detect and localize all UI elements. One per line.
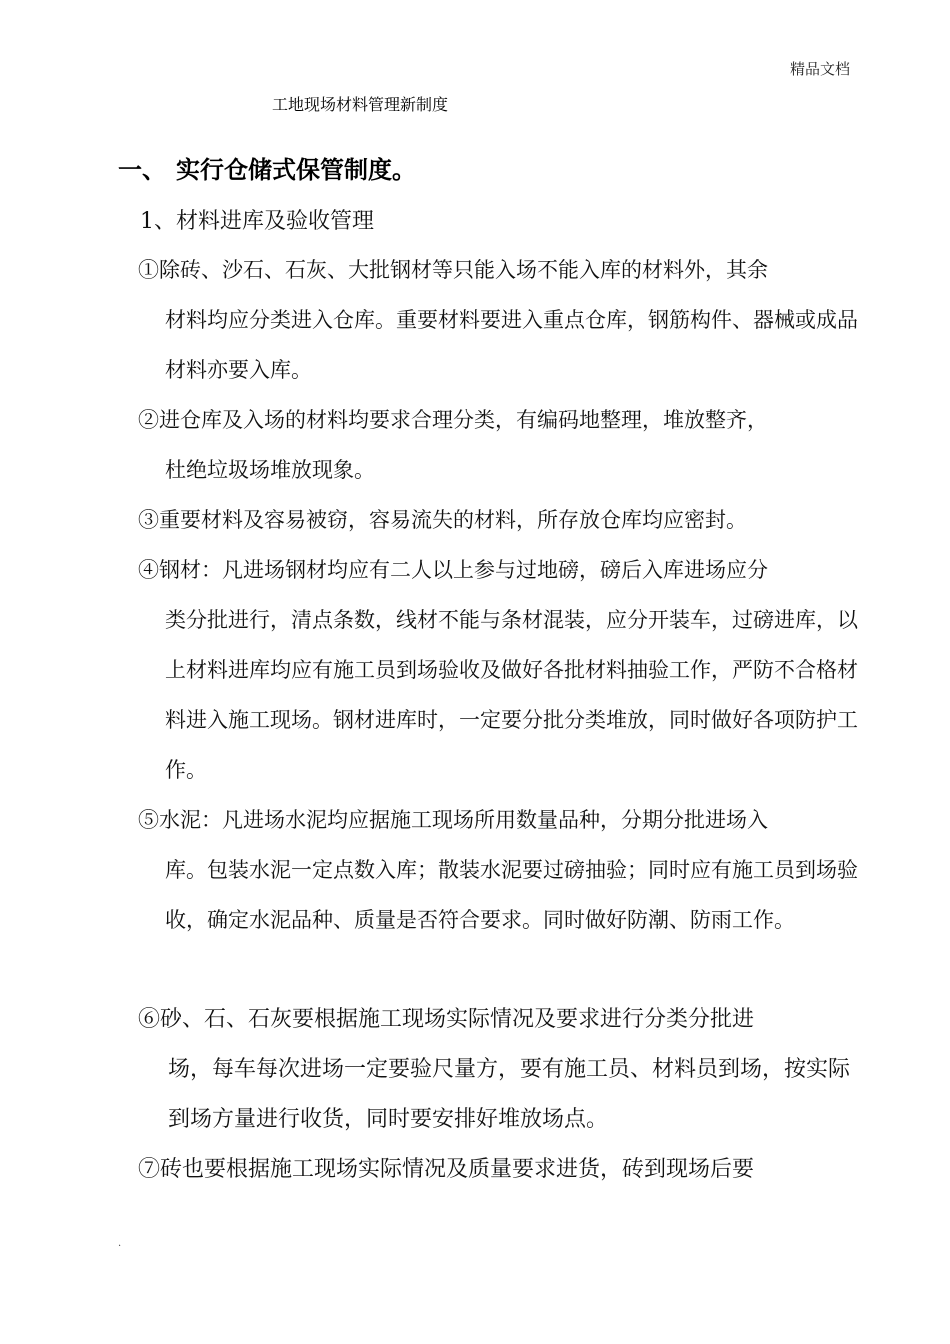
section-heading — [118, 150, 416, 185]
section-number: 一、 — [118, 156, 166, 184]
list-item-first-line: ②进仓库及入场的材料均要求合理分类，有编码地整理，堆放整齐， — [138, 408, 768, 432]
list-item-continuation: 库。包装水泥一定点数入库；散装水泥要过磅抽验；同时应有施工员到场验收，确定水泥品种、质量是否符合要求。同时做好防潮、防雨工作。 — [165, 858, 858, 932]
subsection-heading: 1、材料进库及验收管理 — [140, 209, 374, 234]
list-item-first-line: ⑤水泥：凡进场水泥均应据施工现场所用数量品种，分期分批进场入 — [138, 808, 768, 832]
list-item-first-line: ⑥砂、石、石灰要根据施工现场实际情况及要求进行分类分批进 — [138, 1007, 755, 1032]
list-item-continuation: 杜绝垃圾场堆放现象。 — [165, 458, 375, 482]
list-item — [138, 495, 858, 545]
list-item — [138, 795, 858, 945]
document-title: 工地现场材料管理新制度 — [272, 95, 449, 114]
list-item — [138, 995, 858, 1145]
list-item-first-line: ⑦砖也要根据施工现场实际情况及质量要求进货，砖到现场后要 — [138, 1157, 755, 1182]
list-item — [138, 395, 858, 495]
list-item — [138, 1145, 858, 1195]
list-item-first-line: ①除砖、沙石、石灰、大批钢材等只能入场不能入库的材料外，其余 — [138, 258, 768, 282]
list-item-continuation: 材料均应分类进入仓库。重要材料要进入重点仓库，钢筋构件、器械或成品材料亦要入库。 — [165, 308, 858, 382]
list-item-first-line: ③重要材料及容易被窃，容易流失的材料，所存放仓库均应密封。 — [138, 508, 747, 532]
list-item-continuation: 场，每车每次进场一定要验尺量方，要有施工员、材料员到场，按实际到场方量进行收货，同时要安排好堆放场点。 — [168, 1057, 851, 1132]
header-note: 精品文档 — [790, 60, 851, 78]
list-item — [138, 245, 858, 395]
footer-mark: . — [118, 1238, 122, 1249]
list-item-continuation: 类分批进行，清点条数，线材不能与条材混装，应分开装车，过磅进库，以上材料进库均应有施工员到场验收及做好各批材料抽验工作，严防不合格材料进入施工现场。钢材进库时，一定要分批分类堆放，同时做好各项防护工作。 — [165, 608, 858, 782]
section-title: 实行仓储式保管制度。 — [176, 156, 416, 184]
list-item-first-line: ④钢材：凡进场钢材均应有二人以上参与过地磅，磅后入库进场应分 — [138, 558, 768, 582]
list-item — [138, 545, 858, 795]
